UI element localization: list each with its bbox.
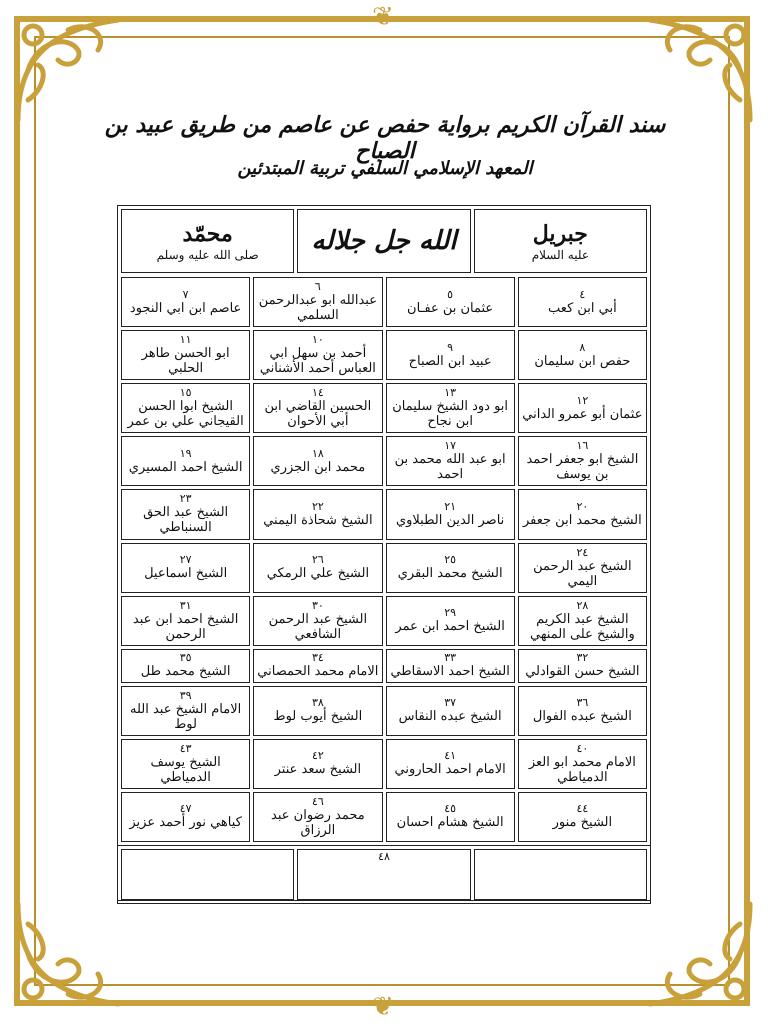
- cell-number: ١١: [179, 333, 192, 347]
- cell-number: ٢٨: [576, 598, 589, 612]
- name-cell: [386, 596, 515, 646]
- cell-name: الشيخ أيوب لوط: [273, 709, 363, 725]
- name-cell: [386, 489, 515, 539]
- cell-number: ٢٦: [311, 553, 324, 567]
- cell-name: أبي ابن كعب: [548, 300, 617, 316]
- cell-name: الشيخ سعد عنتر: [274, 762, 362, 778]
- cell-number: ٤٤: [576, 802, 589, 816]
- cell-name: الشيخ ابو جعفر احمد بن يوسف: [526, 452, 639, 483]
- name-cell: [386, 543, 515, 593]
- name-cell: [518, 330, 647, 380]
- name-cell: [386, 649, 515, 683]
- name-cell: [518, 436, 647, 486]
- cell-number: ٣٦: [576, 696, 589, 710]
- name-cell: [253, 330, 382, 380]
- cell-name: كياهي نور أحمد عزيز: [129, 815, 242, 831]
- name-cell: [253, 383, 382, 433]
- cell-name: محمد ابن الجزري: [270, 459, 366, 475]
- cell-number: ١٢: [576, 393, 589, 407]
- table-row: [121, 543, 647, 593]
- cell-jibril: [474, 209, 647, 273]
- name-cell: [121, 489, 250, 539]
- cell-empty: [474, 849, 647, 900]
- cell-number: ٤٣: [179, 741, 192, 755]
- page-subtitle: المعهد الإسلامي السلفي تربية المبتدئين: [237, 158, 533, 179]
- cell-name: الشيخ ابوا الحسن القيجاني علي بن عمر: [127, 399, 244, 430]
- cell-number: ٦: [314, 280, 321, 294]
- cell-number: ١٥: [179, 386, 192, 400]
- cell-name: الشيخ علي الرمكي: [266, 566, 370, 582]
- name-cell: [518, 489, 647, 539]
- sanad-grid: [117, 274, 651, 846]
- cell-name: الامام الشيخ عبد الله لوط: [130, 701, 242, 732]
- name-cell: [253, 596, 382, 646]
- table-row: [121, 330, 647, 380]
- name-cell: [386, 330, 515, 380]
- name-cell: [518, 792, 647, 842]
- cell-number: ٣٤: [311, 651, 324, 665]
- name-cell: [386, 436, 515, 486]
- cell-name: الشيخ اسماعيل: [144, 566, 228, 582]
- name-cell: [386, 792, 515, 842]
- cell-number: ٤٦: [311, 794, 324, 808]
- cell-number: ٤٨: [378, 850, 390, 863]
- cell-number: ١٣: [444, 386, 457, 400]
- table-row: [121, 436, 647, 486]
- name-cell: [121, 436, 250, 486]
- cell-number: ٢٠: [576, 499, 589, 513]
- cell-name: الشيخ محمد البقري: [397, 566, 503, 582]
- cell-number: ١٧: [444, 439, 457, 453]
- name-cell: [518, 596, 647, 646]
- cell-name: عاصم ابن ابي النجود: [129, 300, 242, 316]
- cell-name: الشيخ محمد طل: [140, 664, 231, 680]
- name-cell: [121, 383, 250, 433]
- name-cell: [253, 649, 382, 683]
- name-cell: [121, 686, 250, 736]
- cell-number: ٤٧: [179, 802, 192, 816]
- cell-name: عثمان بن عفـان: [407, 300, 494, 316]
- name-cell: [518, 686, 647, 736]
- cell-number: ٢٧: [179, 553, 192, 567]
- cell-name: محمد رضوان عبد الرزاق: [271, 807, 365, 838]
- cell-name: الشيخ حسن القوادلي: [525, 664, 640, 680]
- cell-number: ٣٥: [179, 651, 192, 665]
- table-row: [121, 792, 647, 842]
- cell-number: ٥: [447, 287, 454, 301]
- cell-name: ابو عبد الله محمد بن احمد: [394, 452, 506, 483]
- cell-name: الشيخ شحاذة اليمني: [263, 512, 373, 528]
- cell-48: [297, 849, 470, 900]
- name-cell: [518, 383, 647, 433]
- cell-number: ٤١: [444, 749, 457, 763]
- cell-name: جبريل: [532, 220, 588, 247]
- cell-name: الشيخ عبد الحق السنباطي: [143, 505, 229, 536]
- table-row: [121, 739, 647, 789]
- cell-number: ٣٧: [444, 696, 457, 710]
- cell-subtext: صلى الله عليه وسلم: [156, 247, 259, 262]
- name-cell: [121, 543, 250, 593]
- cell-number: ٢٥: [444, 553, 457, 567]
- name-cell: [121, 649, 250, 683]
- name-cell: [386, 686, 515, 736]
- table-row: [121, 596, 647, 646]
- name-cell: [386, 277, 515, 327]
- cell-number: ٧: [182, 287, 189, 301]
- cell-name: الشيخ منور: [552, 815, 613, 831]
- name-cell: [386, 739, 515, 789]
- cell-number: ٣٢: [576, 651, 589, 665]
- cell-number: ٢١: [444, 499, 457, 513]
- cell-name: الشيخ احمد الاسقاطي: [390, 664, 510, 680]
- cell-number: ١٨: [311, 446, 324, 460]
- name-cell: [253, 543, 382, 593]
- cell-number: ٩: [447, 340, 454, 354]
- name-cell: [386, 383, 515, 433]
- name-cell: [518, 277, 647, 327]
- cell-name: الشيخ عبد الرحمن اليمي: [533, 558, 632, 589]
- table-row: [121, 383, 647, 433]
- cell-number: ٤٠: [576, 741, 589, 755]
- cell-name: الامام محمد ابو العز الدمياطي: [528, 754, 636, 785]
- cell-name: الشيخ احمد ابن عمر: [395, 619, 505, 635]
- cell-name: ناصر الدين الطبلاوي: [395, 512, 505, 528]
- table-row-last: [121, 849, 647, 900]
- name-cell: [121, 330, 250, 380]
- table-row: [121, 277, 647, 327]
- name-cell: [121, 596, 250, 646]
- cell-name: الشيخ هشام احسان: [396, 815, 504, 831]
- cell-name: حفص ابن سليمان: [534, 353, 631, 369]
- cell-name: عثمان أبو عمرو الداني: [522, 406, 643, 422]
- bottom-edge-ornament: ❦: [372, 992, 394, 1022]
- cell-name: ابو دود الشيخ سليمان ابن نجاح: [392, 399, 509, 430]
- cell-name: الشيخ عبد الكريم والشيخ على المنهي: [529, 611, 635, 642]
- name-cell: [253, 436, 382, 486]
- cell-name: الحسين القاضي ابن أبي الأحوان: [264, 399, 372, 430]
- page-title: سند القرآن الكريم برواية حفص عن عاصم من طريق عبيد بن الصباح: [104, 112, 666, 164]
- name-cell: [121, 792, 250, 842]
- corner-ornament: [8, 894, 128, 1014]
- cell-muhammad: [121, 209, 294, 273]
- name-cell: [253, 489, 382, 539]
- cell-number: ١٤: [311, 386, 324, 400]
- cell-subtext: عليه السلام: [531, 247, 589, 262]
- cell-number: ٢٩: [444, 606, 457, 620]
- cell-name: عبيد ابن الصباح: [408, 353, 492, 369]
- cell-number: ٢٢: [311, 499, 324, 513]
- cell-name: الشيخ يوسف الدمياطي: [150, 754, 221, 785]
- cell-number: ٢٤: [576, 545, 589, 559]
- table-row: [121, 686, 647, 736]
- cell-number: ٤: [579, 287, 586, 301]
- cell-name: محمّد: [182, 220, 233, 247]
- cell-number: ٣١: [179, 598, 192, 612]
- cell-name: الشيخ محمد ابن جعفر: [522, 512, 642, 528]
- cell-number: ٨: [579, 340, 586, 354]
- name-cell: [518, 739, 647, 789]
- cell-number: ٢٣: [179, 492, 192, 506]
- cell-number: ٣٣: [444, 651, 457, 665]
- cell-allah: [297, 209, 470, 273]
- name-cell: [121, 277, 250, 327]
- cell-number: ٣٩: [179, 688, 192, 702]
- name-cell: [253, 792, 382, 842]
- cell-name: أحمد بن سهل ابي العباس أحمد الأشناني: [259, 346, 376, 377]
- cell-number: ٤٢: [311, 749, 324, 763]
- corner-ornament: [640, 894, 760, 1014]
- table-row-top: [121, 209, 647, 273]
- cell-number: ٣٠: [311, 598, 324, 612]
- cell-number: ١٦: [576, 439, 589, 453]
- top-edge-ornament: ❦: [372, 2, 394, 32]
- cell-name: الشيخ عبد الرحمن الشافعي: [268, 611, 368, 642]
- cell-number: ١٩: [179, 446, 192, 460]
- name-cell: [121, 739, 250, 789]
- sanad-last-row: [117, 846, 651, 904]
- cell-number: ٣٨: [311, 696, 324, 710]
- name-cell: [518, 649, 647, 683]
- cell-name: الشيخ احمد ابن عبد الرحمن: [132, 611, 239, 642]
- cell-number: ٤٥: [444, 802, 457, 816]
- cell-name: الامام احمد الحاروني: [394, 762, 506, 778]
- cell-number: ١٠: [311, 333, 324, 347]
- cell-name: الامام محمد الحمصاني: [257, 664, 379, 680]
- name-cell: [253, 686, 382, 736]
- cell-name: عبدالله ابو عبدالرحمن السلمي: [258, 293, 377, 324]
- calligraphy-text: الله جل جلاله: [311, 226, 457, 256]
- name-cell: [518, 543, 647, 593]
- cell-name: الشيخ عبده الفوال: [532, 709, 632, 725]
- cell-name: الشيخ عبده النقاس: [398, 709, 502, 725]
- name-cell: [253, 739, 382, 789]
- cell-empty: [121, 849, 294, 900]
- table-row: [121, 649, 647, 683]
- cell-name: ابو الحسن طاهر الحلبي: [141, 346, 230, 377]
- table-row: [121, 489, 647, 539]
- cell-name: الشيخ احمد المسيري: [128, 459, 243, 475]
- name-cell: [253, 277, 382, 327]
